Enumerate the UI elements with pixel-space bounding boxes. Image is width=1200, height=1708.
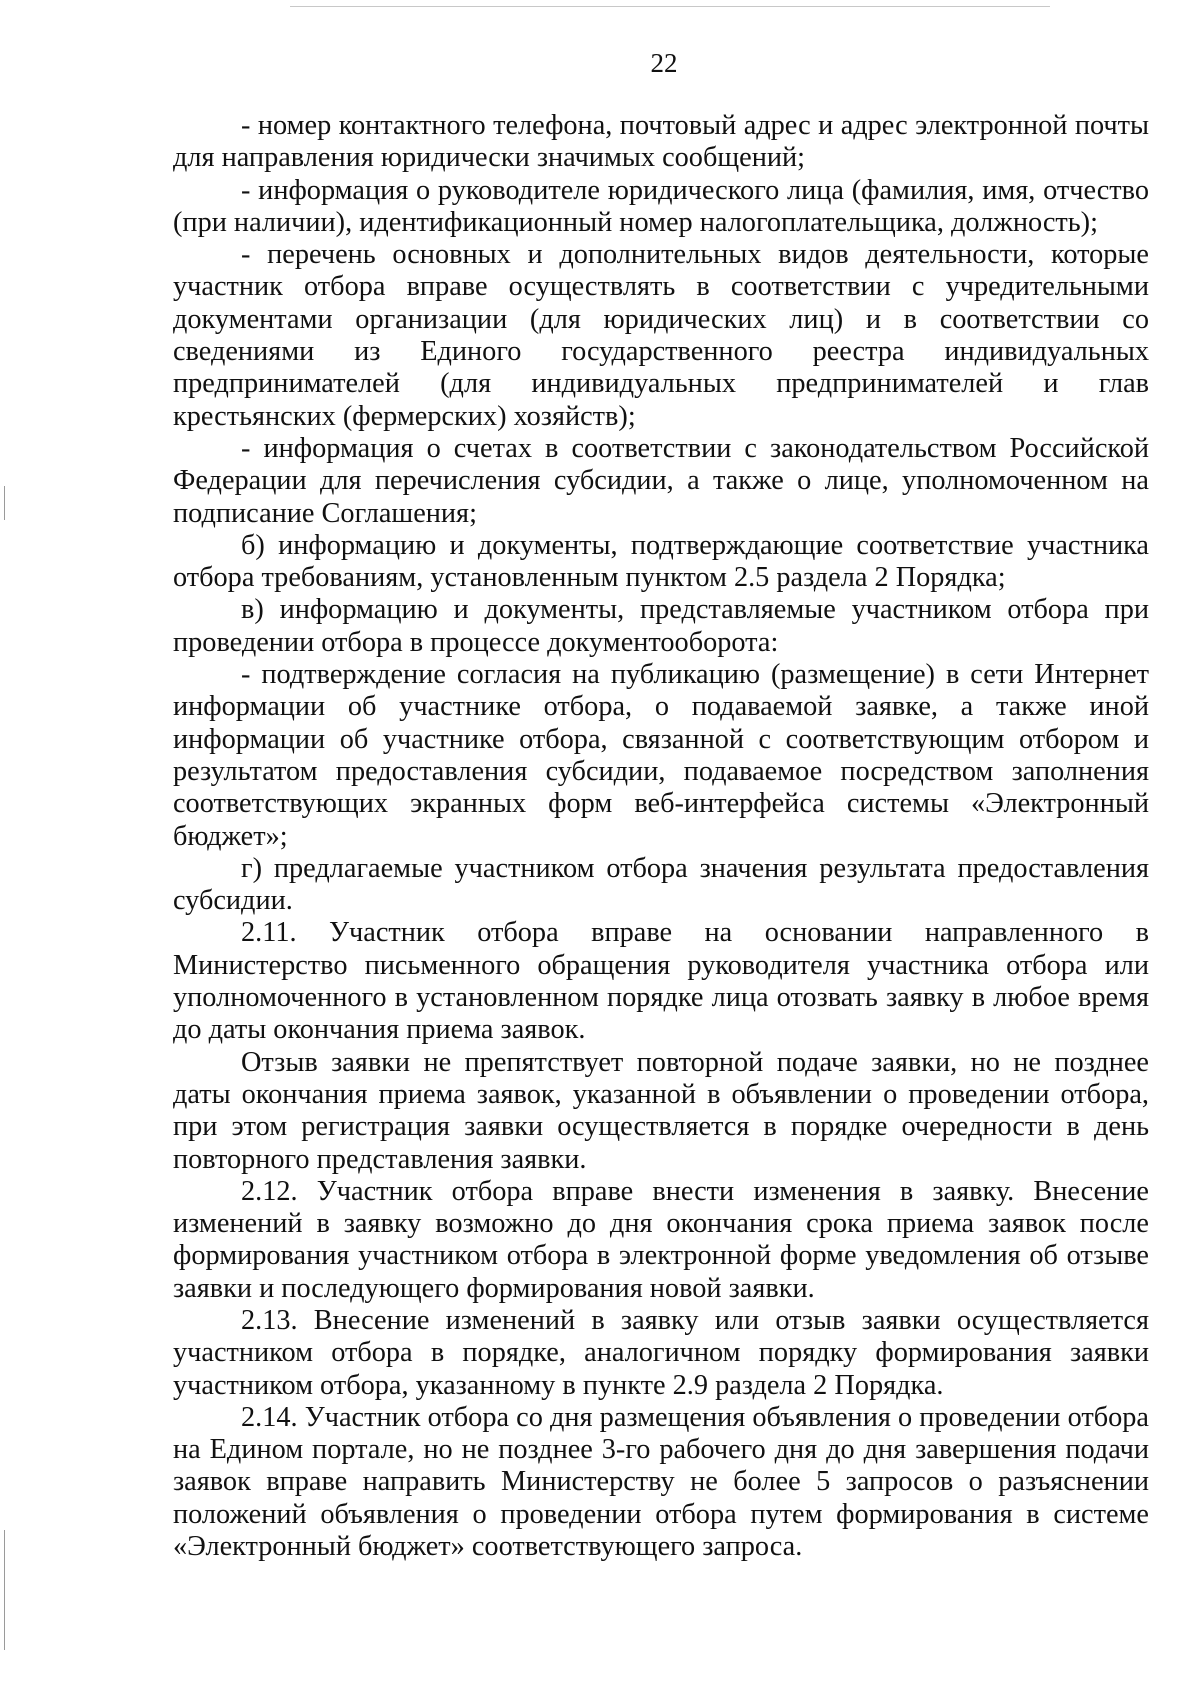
paragraph-item-g: г) предлагаемые участником отбора значения результата предоставления субсидии.: [173, 852, 1149, 917]
scan-top-edge: [290, 6, 1050, 7]
document-body: [173, 110, 1149, 1563]
scan-margin-mark: [4, 1530, 5, 1650]
scan-margin-mark: [4, 486, 5, 520]
page-number: 22: [650, 48, 678, 78]
paragraph-clause-2-11: 2.11. Участник отбора вправе на основании направленного в Министерство письменного обращения руководителя участника отбора или уполномоченного в установленном порядке лица отозвать заявку в любое время до даты окончания приема заявок.: [173, 917, 1149, 1046]
paragraph-clause-2-14: 2.14. Участник отбора со дня размещения объявления о проведении отбора на Едином портале, но не позднее 3-го рабочего дня до дня завершения подачи заявок вправе направить Министерству не более 5 запросов о разъяснении положений объявления о проведении отбора путем формирования в системе «Электронный бюджет» соответствующего запроса.: [173, 1401, 1149, 1563]
paragraph-item-b: б) информацию и документы, подтверждающие соответствие участника отбора требованиям, установленным пунктом 2.5 раздела 2 Порядка;: [173, 529, 1149, 594]
paragraph-clause-2-12: 2.12. Участник отбора вправе внести изменения в заявку. Внесение изменений в заявку возможно до дня окончания срока приема заявок после формирования участником отбора в электронной форме уведомления об отзыве заявки и последующего формирования новой заявки.: [173, 1175, 1149, 1304]
paragraph-clause-2-13: 2.13. Внесение изменений в заявку или отзыв заявки осуществляется участником отбора в порядке, аналогичном порядку формирования заявки участником отбора, указанному в пункте 2.9 раздела 2 Порядка.: [173, 1304, 1149, 1401]
paragraph-contact-details: - номер контактного телефона, почтовый адрес и адрес электронной почты для направления юридически значимых сообщений;: [173, 110, 1149, 174]
paragraph-manager-info: - информация о руководителе юридического лица (фамилия, имя, отчество (при наличии), идентификационный номер налогоплательщика, должность);: [173, 174, 1149, 238]
paragraph-application-withdrawal: Отзыв заявки не препятствует повторной подаче заявки, но не позднее даты окончания приема заявок, указанной в объявлении о проведении отбора, при этом регистрация заявки осуществляется в порядке очередности в день повторного представления заявки.: [173, 1046, 1149, 1175]
paragraph-publication-consent: - подтверждение согласия на публикацию (размещение) в сети Интернет информации об участнике отбора, о подаваемой заявке, а также иной информации об участнике отбора, связанной с соответствующим отбором и результатом предоставления субсидии, подаваемое посредством заполнения соответствующих экранных форм веб-интерфейса системы «Электронный бюджет»;: [173, 659, 1149, 852]
paragraph-account-info: - информация о счетах в соответствии с законодательством Российской Федерации для перечисления субсидии, а также о лице, уполномоченном на подписание Соглашения;: [173, 432, 1149, 529]
paragraph-activity-list: - перечень основных и дополнительных видов деятельности, которые участник отбора вправе осуществлять в соответствии с учредительными документами организации (для юридических лиц) и в соответствии со сведениями из Единого государственного реестра индивидуальных предпринимателей (для индивидуальных предпринимателей и глав крестьянских (фермерских) хозяйств);: [173, 239, 1149, 432]
paragraph-item-v: в) информацию и документы, представляемые участником отбора при проведении отбора в процессе документооборота:: [173, 594, 1149, 658]
